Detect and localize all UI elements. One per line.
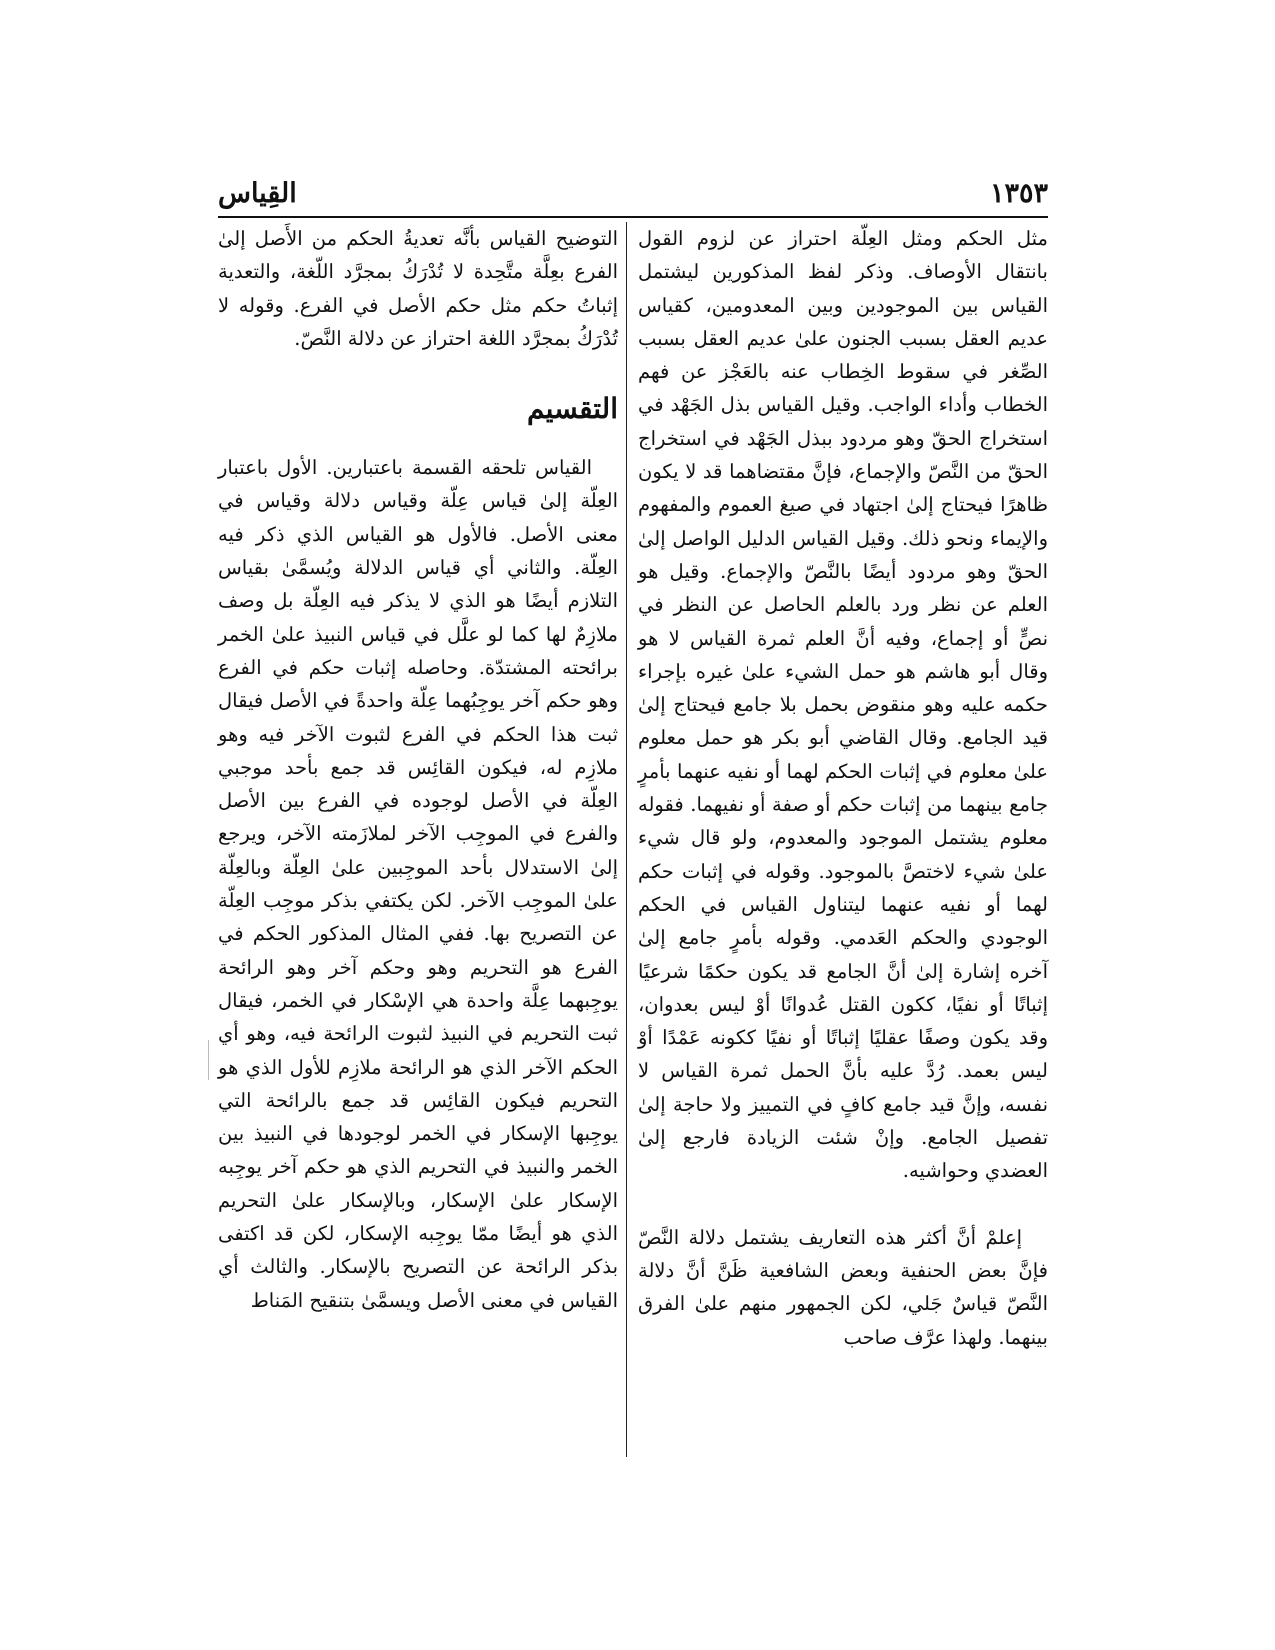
left-paragraph-1: التوضيح القياس بأنَّه تعديةُ الحكم من الأَصل إلىٰ الفرع بعِلَّة متَّحِدة لا تُدْرَكُ بمجرَّد اللّغة، والتعدية إثباتُ حكم مثل حكم الأصل في الفرع. وقوله لا تُدْرَكُ بمجرَّد اللغة احتراز عن دلالة النَّصّ. bbox=[218, 227, 618, 350]
paragraph-gap bbox=[638, 1188, 1048, 1221]
right-column bbox=[638, 222, 1048, 1462]
page-header bbox=[218, 178, 1048, 214]
column-divider bbox=[626, 222, 627, 1457]
running-title: القِياس bbox=[218, 178, 297, 209]
left-column bbox=[218, 222, 618, 1462]
right-paragraph-2: إعلمْ أنَّ أكثر هذه التعاريف يشتمل دلالة النَّصّ فإنَّ بعض الحنفية وبعض الشافعية ظَنَّ أنَّ دلالة النَّصّ قياسٌ جَلي، لكن الجمهور منهم علىٰ الفرق بينهما. ولهذا عرَّف صاحب bbox=[638, 1225, 1048, 1349]
right-paragraph-1: مثل الحكم ومثل العِلّة احتراز عن لزوم القول بانتقال الأوصاف. وذكر لفظ المذكورين ليشتمل القياس بين الموجودين وبين المعدومين، كقياس عديم العقل بسبب الجنون علىٰ عديم العقل بسبب الصِّغر في سقوط الخِطاب عنه بالعَجْز عن فهم الخطاب وأداء الواجب. وقيل القياس بذل الجَهْد في استخراج الحقّ وهو مردود ببذل الجَهْد في استخراج الحقّ من النَّصّ والإجماع، فإنَّ مقتضاهما قد لا يكون ظاهرًا فيحتاج إلىٰ اجتهاد في صيغ العموم والمفهوم والإيماء ونحو ذلك. وقيل القياس الدليل الواصل إلىٰ الحقّ وهو مردود أيضًا بالنَّصّ والإجماع. وقيل هو العلم عن نظر ورد بالعلم الحاصل عن النظر في نصٍّ أو إجماع، وفيه أنَّ العلم ثمرة القياس لا هو وقال أبو هاشم هو حمل الشيء علىٰ غيره بإجراء حكمه عليه وهو منقوض بحمل بلا جامع فيحتاج إلىٰ قيد الجامع. وقال القاضي أبو بكر هو حمل معلوم علىٰ معلوم في إثبات الحكم لهما أو نفيه عنهما بأمرٍ جامع بينهما من إثبات حكم أو صفة أو نفيهما. فقوله معلوم يشتمل الموجود والمعدوم، ولو قال شيء علىٰ شيء لاختصَّ بالموجود. وقوله في إثبات حكم لهما أو نفيه عنهما ليتناول القياس في الحكم الوجودي والحكم العَدمي. وقوله بأمرٍ جامع إلىٰ آخره إشارة إلىٰ أنَّ الجامع قد يكون حكمًا شرعيًا إثباتًا أو نفيًا، ككون القتل عُدوانًا أوْ ليس بعدوان، وقد يكون وصفًا عقليًا إثباتًا أو نفيًا ككونه عَمْدًا أوْ ليس بعمد. رُدَّ عليه بأنَّ الحمل ثمرة القياس لا نفسه، وإنَّ قيد جامع كافٍ في التمييز ولا حاجة إلىٰ تفصيل الجامع. وإنْ شئت الزيادة فارجع إلىٰ العضدي وحواشيه. bbox=[638, 227, 1048, 1183]
left-paragraph-2: القياس تلحقه القسمة باعتبارين. الأول باعتبار العِلّة إلىٰ قياس عِلّة وقياس دلالة وقياس في معنى الأصل. فالأول هو القياس الذي ذكر فيه العِلّة. والثاني أي قياس الدلالة ويُسمَّىٰ بقياس التلازم أيضًا هو الذي لا يذكر فيه العِلّة بل وصف ملازِمٌ لها كما لو علَّل في قياس النبيذ علىٰ الخمر برائحته المشتدّة. وحاصله إثبات حكم في الفرع وهو حكم آخر يوجِبُهما عِلّة واحدةً في الأصل فيقال ثبت هذا الحكم في الفرع لثبوت الآخر فيه وهو ملازِم له، فيكون القائِس قد جمع بأحد موجبي العِلّة في الأصل لوجوده في الفرع بين الأصل والفرع في الموجِب الآخر لملازَمته الآخر، ويرجع إلىٰ الاستدلال بأحد الموجِبين علىٰ العِلّة وبالعِلّة علىٰ الموجِب الآخر. لكن يكتفي بذكر موجِب العِلّة عن التصريح بها. ففي المثال المذكور الحكم في الفرع هو التحريم وهو وحكم آخر وهو الرائحة يوجِبهما عِلَّة واحدة هي الإسْكار في الخمر، فيقال ثبت التحريم في النبيذ لثبوت الرائحة فيه، وهو أي الحكم الآخر الذي هو الرائحة ملازِم للأول الذي هو التحريم فيكون القائِس قد جمع بالرائحة التي يوجِبها الإسكار في الخمر لوجودها في النبيذ بين الخمر والنبيذ في التحريم الذي هو حكم آخر يوجِبه الإسكار علىٰ الإسكار، وبالإسكار علىٰ التحريم الذي هو أيضًا ممّا يوجِبه الإسكار، لكن قد اكتفى بذكر الرائحة عن التصريح بالإسكار. والثالث أي القياس في معنى الأصل ويسمَّىٰ بتنقيح المَناط bbox=[218, 456, 618, 1312]
header-rule bbox=[218, 216, 1048, 218]
section-heading: التقسيم bbox=[527, 392, 618, 426]
page-number: ١٣٥٣ bbox=[989, 178, 1048, 209]
margin-mark bbox=[208, 1040, 209, 1080]
